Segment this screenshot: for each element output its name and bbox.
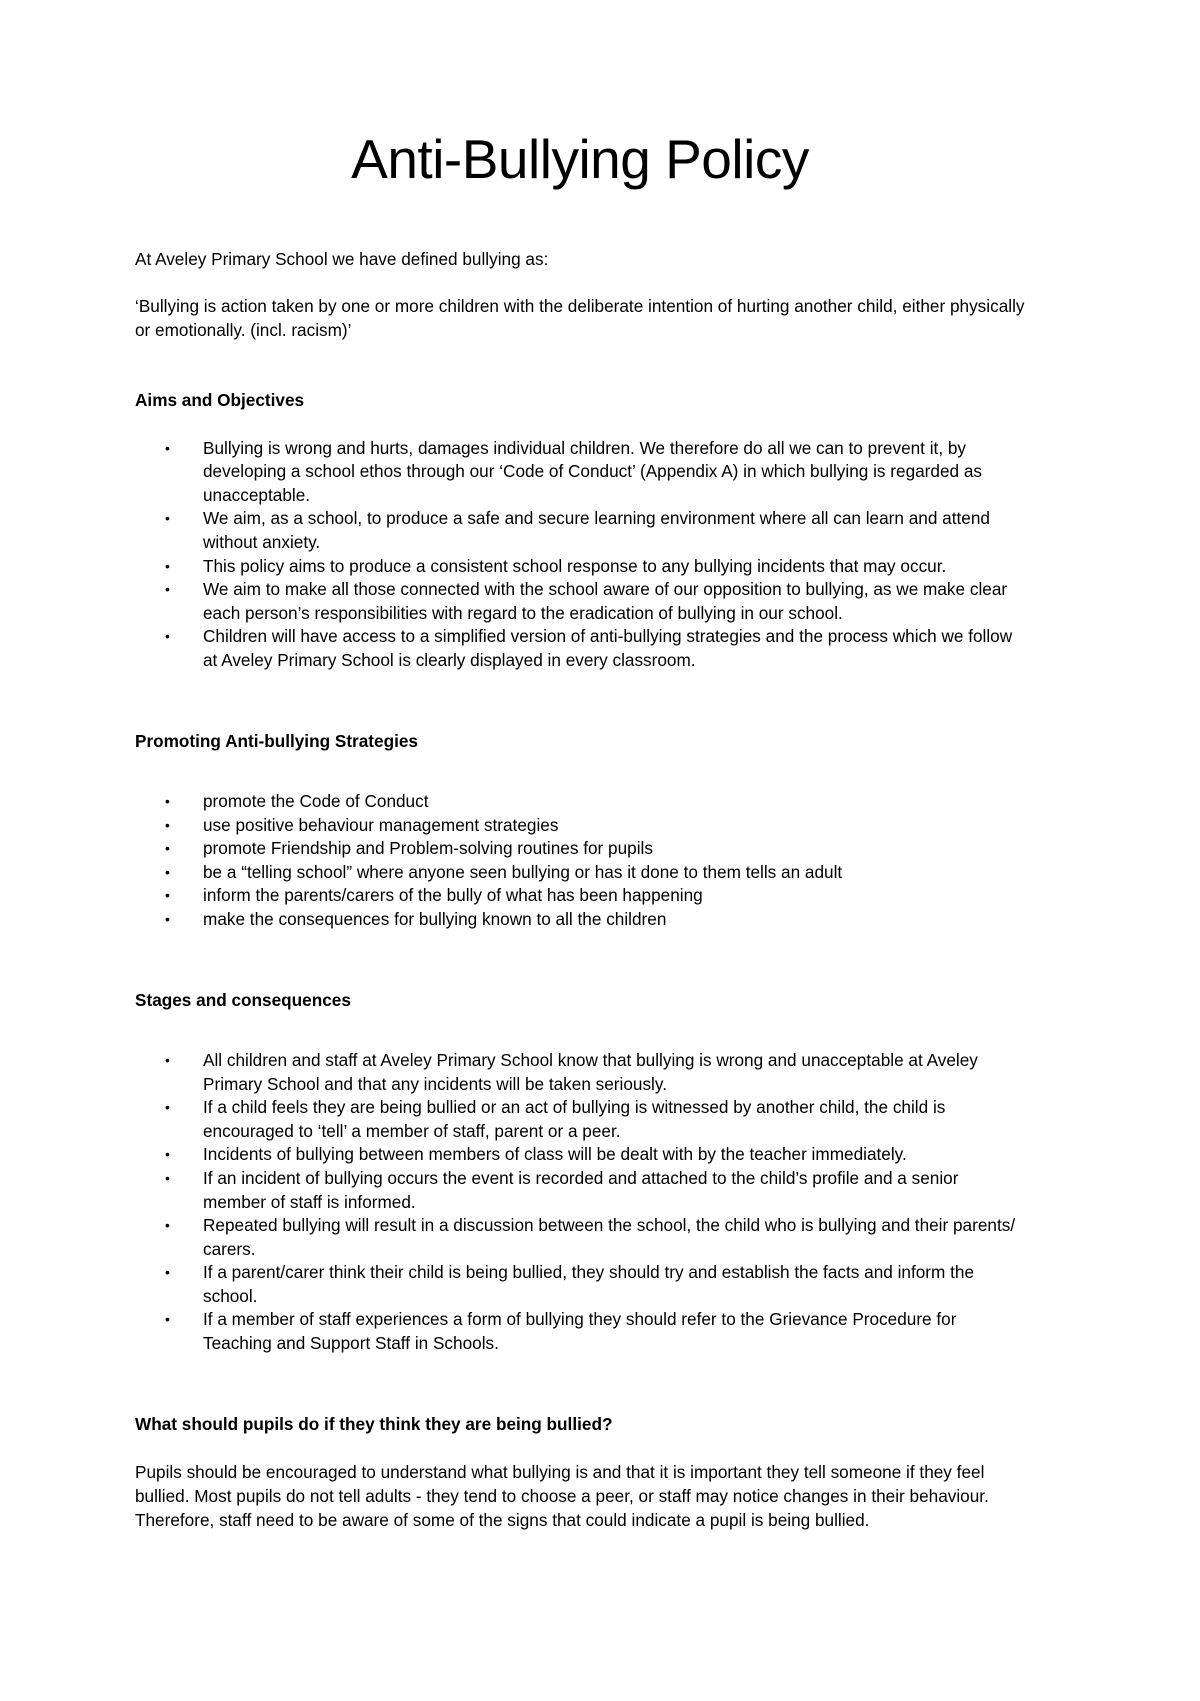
- list-item: • We aim, as a school, to produce a safe and secure learning environment where all can learn and attend without anxiety.: [135, 507, 1025, 554]
- final-paragraph: Pupils should be encouraged to understand what bullying is and that it is important they tell someone if they feel bullied. Most pupils do not tell adults - they tend to choose a peer, or staff may notice changes in their behaviour. Therefore, staff need to be aware of some of the signs that could indicate a pupil is being bullied.: [135, 1462, 989, 1530]
- list-item: • Repeated bullying will result in a discussion between the school, the child who is bullying and their parents/ carers.: [135, 1214, 1025, 1261]
- section-heading-what-should-pupils-do: What should pupils do if they think they are being bullied?: [135, 1414, 613, 1435]
- bullying-definition: ‘Bullying is action taken by one or more children with the deliberate intention of hurting another child, either physically or emotionally. (incl. racism)’: [135, 296, 1025, 341]
- spacer: [135, 271, 1025, 295]
- list-item: • be a “telling school” where anyone seen bullying or has it done to them tells an adult: [135, 861, 1025, 885]
- promoting-bullet-list: [135, 790, 1025, 931]
- list-item: • Incidents of bullying between members of class will be dealt with by the teacher immediately.: [135, 1143, 1025, 1167]
- section-heading-aims: Aims and Objectives: [135, 389, 305, 410]
- stages-bullet-list: [135, 1049, 1025, 1355]
- list-item: • promote the Code of Conduct: [135, 790, 1025, 814]
- spacer: [135, 754, 1025, 790]
- page-title: Anti-Bullying Policy: [351, 128, 809, 190]
- section-heading-stages: Stages and consequences: [135, 990, 351, 1011]
- list-item: • If a parent/carer think their child is being bullied, they should try and establish the facts and inform the school.: [135, 1261, 1025, 1308]
- list-item: • If a child feels they are being bullied or an act of bullying is witnessed by another child, the child is encouraged to ‘tell’ a member of staff, parent or a peer.: [135, 1096, 1025, 1143]
- list-item: • promote Friendship and Problem-solving routines for pupils: [135, 837, 1025, 861]
- list-item: • inform the parents/carers of the bully of what has been happening: [135, 884, 1025, 908]
- list-item: • All children and staff at Aveley Primary School know that bullying is wrong and unacceptable at Aveley Primary School and that any incidents will be taken seriously.: [135, 1049, 1025, 1096]
- spacer: [135, 343, 1025, 389]
- list-item: • If a member of staff experiences a form of bullying they should refer to the Grievance Procedure for Teaching and Support Staff in Schools.: [135, 1308, 1025, 1355]
- spacer: [135, 672, 1025, 730]
- spacer: [135, 1355, 1025, 1413]
- list-item: • We aim to make all those connected with the school aware of our opposition to bullying, as we make clear each person’s responsibilities with regard to the eradication of bullying in our school.: [135, 578, 1025, 625]
- spacer: [135, 1013, 1025, 1049]
- section-heading-promoting: Promoting Anti-bullying Strategies: [135, 731, 418, 752]
- list-item: • Children will have access to a simplified version of anti-bullying strategies and the process which we follow at Aveley Primary School is clearly displayed in every classroom.: [135, 625, 1025, 672]
- spacer: [135, 189, 1025, 248]
- spacer: [135, 1437, 1025, 1461]
- list-item: • If an incident of bullying occurs the event is recorded and attached to the child’s profile and a senior member of staff is informed.: [135, 1167, 1025, 1214]
- list-item: • use positive behaviour management strategies: [135, 814, 1025, 838]
- spacer: [135, 413, 1025, 437]
- list-item: • This policy aims to produce a consistent school response to any bullying incidents that may occur.: [135, 555, 1025, 579]
- intro-line: At Aveley Primary School we have defined bullying as:: [135, 248, 549, 269]
- list-item: • Bullying is wrong and hurts, damages individual children. We therefore do all we can to prevent it, by developing a school ethos through our ‘Code of Conduct’ (Appendix A) in which bullying is regarded as unacceptable.: [135, 437, 1025, 508]
- spacer: [135, 931, 1025, 989]
- list-item: • make the consequences for bullying known to all the children: [135, 908, 1025, 932]
- aims-bullet-list: [135, 437, 1025, 673]
- document-body: [135, 0, 1025, 1532]
